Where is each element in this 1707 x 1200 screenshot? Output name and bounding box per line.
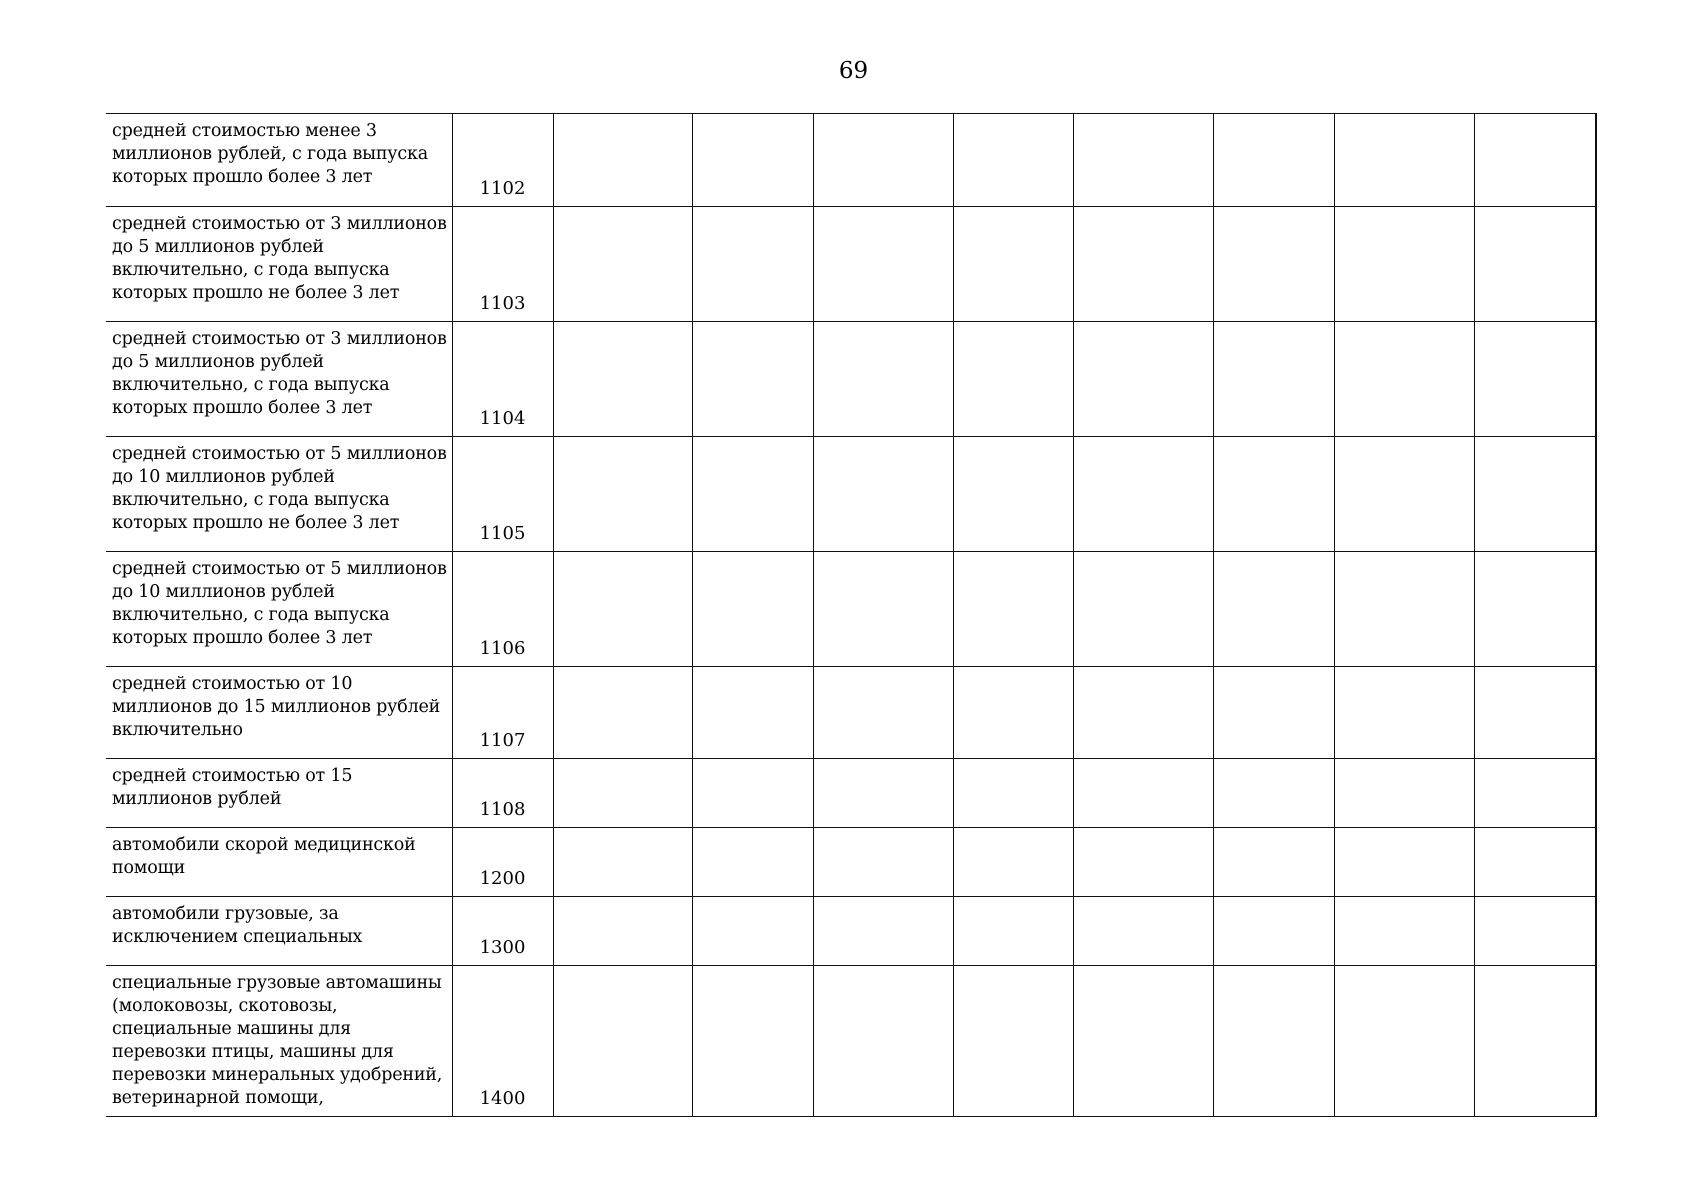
row-code-cell: 1107	[452, 667, 553, 759]
empty-value-cell	[553, 966, 692, 1117]
empty-value-cell	[813, 897, 953, 966]
empty-value-cell	[1073, 897, 1213, 966]
empty-value-cell	[1474, 759, 1595, 828]
empty-value-cell	[1213, 759, 1334, 828]
empty-value-cell	[813, 759, 953, 828]
empty-value-cell	[1213, 828, 1334, 897]
row-code-cell: 1400	[452, 966, 553, 1117]
empty-value-cell	[813, 552, 953, 667]
table-row	[106, 759, 1596, 828]
empty-value-cell	[553, 828, 692, 897]
empty-value-cell	[1595, 759, 1596, 828]
empty-value-cell	[953, 966, 1073, 1117]
row-name-cell: средней стоимостью от 3 миллионов до 5 миллионов рублей включительно, с года выпуска которых прошло не более 3 лет	[106, 207, 452, 322]
empty-value-cell	[553, 207, 692, 322]
table-row	[106, 437, 1596, 552]
empty-value-cell	[1595, 552, 1596, 667]
empty-value-cell	[692, 828, 813, 897]
empty-value-cell	[692, 966, 813, 1117]
row-code-cell: 1300	[452, 897, 553, 966]
empty-value-cell	[1334, 114, 1474, 207]
empty-value-cell	[1474, 667, 1595, 759]
empty-value-cell	[1073, 966, 1213, 1117]
row-code-cell: 1106	[452, 552, 553, 667]
empty-value-cell	[1073, 322, 1213, 437]
empty-value-cell	[1073, 828, 1213, 897]
empty-value-cell	[953, 667, 1073, 759]
empty-value-cell	[953, 897, 1073, 966]
empty-value-cell	[1213, 322, 1334, 437]
empty-value-cell	[1213, 207, 1334, 322]
empty-value-cell	[1474, 552, 1595, 667]
empty-value-cell	[1595, 114, 1596, 207]
vehicle-form-table	[106, 113, 1597, 1117]
row-code-cell: 1103	[452, 207, 553, 322]
empty-value-cell	[953, 114, 1073, 207]
empty-value-cell	[1213, 966, 1334, 1117]
empty-value-cell	[692, 759, 813, 828]
empty-value-cell	[1474, 437, 1595, 552]
table-row	[106, 828, 1596, 897]
row-name-cell: средней стоимостью от 5 миллионов до 10 миллионов рублей включительно, с года выпуска которых прошло не более 3 лет	[106, 437, 452, 552]
row-name-cell: средней стоимостью от 5 миллионов до 10 миллионов рублей включительно, с года выпуска которых прошло более 3 лет	[106, 552, 452, 667]
empty-value-cell	[1073, 114, 1213, 207]
empty-value-cell	[1334, 207, 1474, 322]
empty-value-cell	[1595, 966, 1596, 1117]
row-name-cell: средней стоимостью от 15 миллионов рублей	[106, 759, 452, 828]
empty-value-cell	[1334, 966, 1474, 1117]
row-code-cell: 1200	[452, 828, 553, 897]
empty-value-cell	[553, 322, 692, 437]
empty-value-cell	[1334, 437, 1474, 552]
row-name-cell: автомобили грузовые, за исключением специальных	[106, 897, 452, 966]
empty-value-cell	[1474, 114, 1595, 207]
empty-value-cell	[1213, 667, 1334, 759]
empty-value-cell	[813, 322, 953, 437]
empty-value-cell	[1073, 207, 1213, 322]
empty-value-cell	[953, 759, 1073, 828]
empty-value-cell	[953, 828, 1073, 897]
empty-value-cell	[1334, 552, 1474, 667]
empty-value-cell	[953, 207, 1073, 322]
table-row	[106, 897, 1596, 966]
table-row	[106, 966, 1596, 1117]
empty-value-cell	[1595, 667, 1596, 759]
row-code-cell: 1108	[452, 759, 553, 828]
empty-value-cell	[813, 114, 953, 207]
empty-value-cell	[813, 207, 953, 322]
row-code-cell: 1104	[452, 322, 553, 437]
empty-value-cell	[1073, 667, 1213, 759]
page-number: 69	[838, 58, 869, 84]
empty-value-cell	[692, 552, 813, 667]
empty-value-cell	[692, 667, 813, 759]
empty-value-cell	[553, 667, 692, 759]
table-row	[106, 207, 1596, 322]
empty-value-cell	[1213, 552, 1334, 667]
empty-value-cell	[813, 828, 953, 897]
empty-value-cell	[553, 114, 692, 207]
empty-value-cell	[1474, 322, 1595, 437]
empty-value-cell	[813, 437, 953, 552]
table-row	[106, 322, 1596, 437]
row-name-cell: средней стоимостью от 3 миллионов до 5 миллионов рублей включительно, с года выпуска которых прошло более 3 лет	[106, 322, 452, 437]
table-row	[106, 552, 1596, 667]
empty-value-cell	[953, 322, 1073, 437]
empty-value-cell	[1213, 437, 1334, 552]
row-name-cell: специальные грузовые автомашины (молоковозы, скотовозы, специальные машины для перевозки птицы, машины для перевозки минеральных удобрений, ветеринарной помощи,	[106, 966, 452, 1117]
empty-value-cell	[553, 552, 692, 667]
row-name-cell: средней стоимостью менее 3 миллионов рублей, с года выпуска которых прошло более 3 лет	[106, 114, 452, 207]
empty-value-cell	[813, 966, 953, 1117]
empty-value-cell	[1334, 667, 1474, 759]
empty-value-cell	[692, 437, 813, 552]
empty-value-cell	[953, 552, 1073, 667]
empty-value-cell	[1213, 897, 1334, 966]
empty-value-cell	[1073, 552, 1213, 667]
empty-value-cell	[1073, 437, 1213, 552]
empty-value-cell	[553, 759, 692, 828]
empty-value-cell	[692, 207, 813, 322]
empty-value-cell	[1334, 897, 1474, 966]
empty-value-cell	[692, 322, 813, 437]
table-row	[106, 667, 1596, 759]
empty-value-cell	[1474, 966, 1595, 1117]
empty-value-cell	[1213, 114, 1334, 207]
empty-value-cell	[1595, 828, 1596, 897]
empty-value-cell	[553, 437, 692, 552]
row-name-cell: автомобили скорой медицинской помощи	[106, 828, 452, 897]
empty-value-cell	[1595, 322, 1596, 437]
row-code-cell: 1105	[452, 437, 553, 552]
empty-value-cell	[553, 897, 692, 966]
empty-value-cell	[1073, 759, 1213, 828]
empty-value-cell	[1595, 207, 1596, 322]
empty-value-cell	[1474, 207, 1595, 322]
empty-value-cell	[1595, 437, 1596, 552]
empty-value-cell	[1474, 828, 1595, 897]
empty-value-cell	[813, 667, 953, 759]
empty-value-cell	[953, 437, 1073, 552]
empty-value-cell	[1334, 828, 1474, 897]
row-name-cell: средней стоимостью от 10 миллионов до 15 миллионов рублей включительно	[106, 667, 452, 759]
table-row	[106, 114, 1596, 207]
empty-value-cell	[1334, 322, 1474, 437]
row-code-cell: 1102	[452, 114, 553, 207]
empty-value-cell	[692, 897, 813, 966]
empty-value-cell	[692, 114, 813, 207]
empty-value-cell	[1334, 759, 1474, 828]
empty-value-cell	[1474, 897, 1595, 966]
empty-value-cell	[1595, 897, 1596, 966]
